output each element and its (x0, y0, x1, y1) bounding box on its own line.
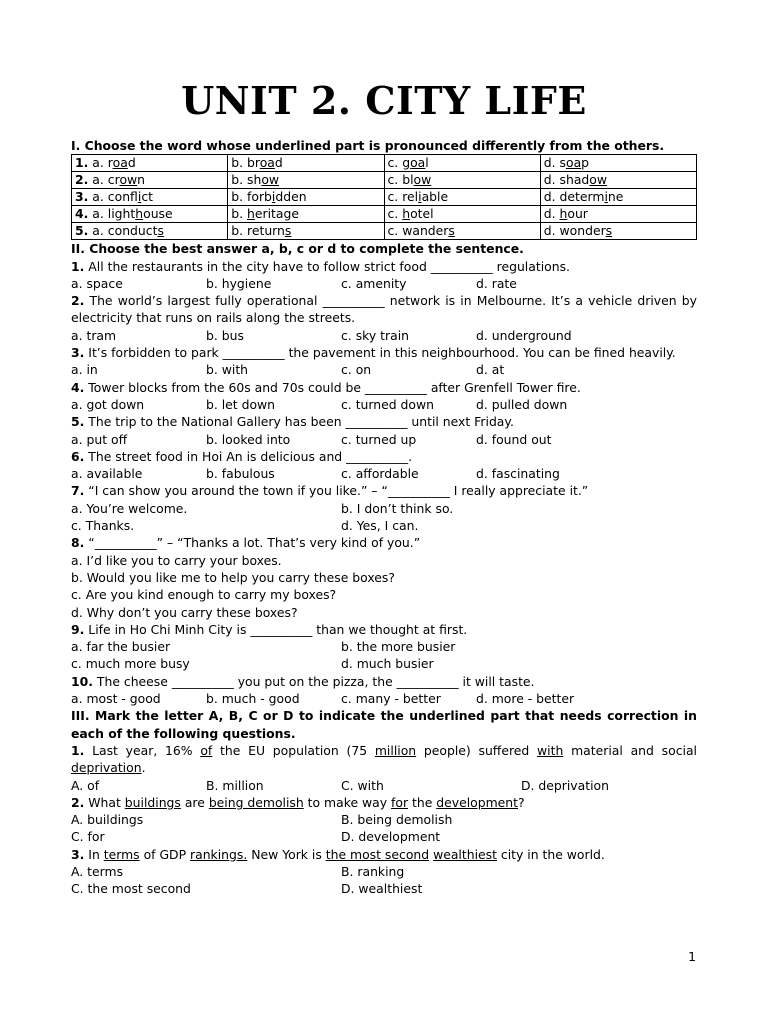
option: c. turned down (341, 396, 434, 412)
option: b. the more busier (341, 639, 456, 655)
option: a. I’d like you to carry your boxes. (71, 552, 282, 568)
underlined-part: being demolish (208, 794, 304, 810)
options-2-7-ab (71, 500, 697, 517)
options-2-7-cd (71, 517, 697, 534)
pronunciation-row (72, 155, 697, 172)
underlined-part: h (135, 206, 144, 222)
option: A. of (71, 777, 100, 793)
pronunciation-row (72, 189, 697, 206)
pronunciation-option: c. wanders (384, 223, 540, 240)
option: a. most - good (71, 691, 161, 707)
pronunciation-option: 5. a. conducts (72, 223, 228, 240)
option: a. in (71, 362, 98, 378)
question-2-5: 5. The trip to the National Gallery has been __________ until next Friday. (71, 414, 514, 430)
option: d. found out (476, 431, 552, 447)
options-2-6 (71, 465, 697, 482)
option: c. turned up (341, 431, 417, 447)
option: B. million (206, 777, 264, 793)
underlined-part: i (418, 189, 422, 205)
option: b. hygiene (206, 275, 272, 291)
option: d. pulled down (476, 396, 568, 412)
option: b. let down (206, 396, 276, 412)
options-2-3 (71, 361, 697, 378)
option: c. Thanks. (71, 518, 135, 534)
underlined-part: of (200, 742, 213, 758)
option: d. Yes, I can. (341, 518, 419, 534)
pronunciation-option: d. determine (540, 189, 696, 206)
option: D. deprivation (521, 777, 609, 793)
option: d. underground (476, 327, 572, 343)
underlined-part: oa (112, 155, 128, 171)
options-3-2-cd (71, 828, 697, 845)
underlined-part: i (271, 189, 276, 205)
underlined-part: million (374, 742, 417, 758)
option: d. at (476, 362, 505, 378)
underlined-part: i (137, 189, 142, 205)
option: d. Why don’t you carry these boxes? (71, 604, 298, 620)
option: c. Are you kind enough to carry my boxes? (71, 587, 337, 603)
worksheet-content (71, 137, 697, 898)
option: d. much busier (341, 656, 434, 672)
section-3-heading: III. Mark the letter A, B, C or D to indicate the underlined part that needs correction in each of the following questions. (71, 708, 697, 741)
option: d. fascinating (476, 466, 560, 482)
section-2-heading: II. Choose the best answer a, b, c or d to complete the sentence. (71, 241, 524, 257)
question-3-3: 3. In terms of GDP rankings. New York is the most second wealthiest city in the world. (71, 846, 605, 862)
underlined-part: for (391, 794, 409, 810)
option: d. rate (476, 275, 517, 291)
options-3-3-ab (71, 863, 697, 880)
pronunciation-option: d. wonders (540, 223, 696, 240)
question-2-1: 1. All the restaurants in the city have to follow strict food __________ regulations. (71, 258, 570, 274)
underlined-part: h (402, 206, 411, 222)
option: c. sky train (341, 327, 409, 343)
option: b. fabulous (206, 466, 275, 482)
options-2-1 (71, 275, 697, 292)
underlined-part: with (537, 742, 564, 758)
pronunciation-option: b. broad (228, 155, 384, 172)
option: d. more - better (476, 691, 575, 707)
question-3-2: 2. What buildings are being demolish to make way for the development? (71, 794, 525, 810)
question-2-2: 2. The world’s largest fully operational __________ network is in Melbourne. It’s a vehicle driven by electricity that runs on rails along the streets. (71, 293, 697, 326)
pronunciation-option: c. blow (384, 172, 540, 189)
option: A. terms (71, 863, 124, 879)
option: C. for (71, 829, 105, 845)
underlined-part: deprivation (71, 760, 142, 776)
options-2-9-ab (71, 638, 697, 655)
question-2-4: 4. Tower blocks from the 60s and 70s could be __________ after Grenfell Tower fire. (71, 379, 581, 395)
option: c. many - better (341, 691, 441, 707)
option: b. much - good (206, 691, 300, 707)
underlined-part: terms (103, 846, 140, 862)
options-3-3-cd (71, 880, 697, 897)
underlined-part: s (448, 223, 455, 239)
option: a. got down (71, 396, 145, 412)
pronunciation-option: b. returns (228, 223, 384, 240)
underlined-part: ow (589, 172, 608, 188)
underlined-part: i (604, 189, 608, 205)
underlined-part: ow (119, 172, 138, 188)
option: D. development (341, 829, 441, 845)
options-2-4 (71, 396, 697, 413)
option: a. tram (71, 327, 117, 343)
option: A. buildings (71, 812, 144, 828)
pronunciation-option: d. hour (540, 206, 696, 223)
pronunciation-option: b. forbidden (228, 189, 384, 206)
option: b. bus (206, 327, 244, 343)
underlined-part: h (559, 206, 568, 222)
option: c. much more busy (71, 656, 190, 672)
pronunciation-option: 2. a. crown (72, 172, 228, 189)
pronunciation-option: c. goal (384, 155, 540, 172)
pronunciation-option: c. hotel (384, 206, 540, 223)
pronunciation-table (71, 154, 697, 240)
underlined-part: ow (261, 172, 280, 188)
option: C. the most second (71, 881, 191, 897)
options-2-2 (71, 327, 697, 344)
underlined-part: s (605, 223, 613, 239)
option: c. on (341, 362, 372, 378)
pronunciation-option: c. reliable (384, 189, 540, 206)
option: b. looked into (206, 431, 291, 447)
underlined-part: h (247, 206, 255, 222)
question-2-9: 9. Life in Ho Chi Minh City is __________ than we thought at first. (71, 621, 468, 637)
pronunciation-option: b. show (228, 172, 384, 189)
underlined-part: oa (259, 155, 275, 171)
option: a. space (71, 275, 123, 291)
pronunciation-option: d. soap (540, 155, 696, 172)
underlined-part: s (157, 223, 164, 239)
options-2-5 (71, 431, 697, 448)
option: b. Would you like me to help you carry these boxes? (71, 569, 395, 585)
options-3-2-ab (71, 811, 697, 828)
option: b. with (206, 362, 249, 378)
underlined-part: rankings. (190, 846, 248, 862)
question-2-7: 7. “I can show you around the town if you like.” – “__________ I really appreciate it.” (71, 483, 589, 499)
option: c. amenity (341, 275, 407, 291)
question-2-10: 10. The cheese __________ you put on the pizza, the __________ it will taste. (71, 673, 535, 689)
options-2-10 (71, 690, 697, 707)
underlined-part: oa (410, 155, 426, 171)
pronunciation-option: d. shadow (540, 172, 696, 189)
underlined-part: buildings (124, 794, 181, 810)
option: a. far the busier (71, 639, 171, 655)
underlined-part: s (284, 223, 292, 239)
option: B. being demolish (341, 812, 453, 828)
question-2-3: 3. It’s forbidden to park __________ the pavement in this neighbourhood. You can be fined heavily. (71, 345, 676, 361)
option: D. wealthiest (341, 881, 423, 897)
option: B. ranking (341, 863, 405, 879)
pronunciation-row (72, 223, 697, 240)
options-2-9-cd (71, 655, 697, 672)
option: a. available (71, 466, 143, 482)
option: a. put off (71, 431, 128, 447)
pronunciation-option: b. heritage (228, 206, 384, 223)
section-1-heading: I. Choose the word whose underlined part is pronounced differently from the others. (71, 138, 665, 153)
option: b. I don’t think so. (341, 500, 454, 516)
page-title: UNIT 2. CITY LIFE (181, 78, 587, 123)
underlined-part: development (436, 794, 519, 810)
underlined-part: the most second (325, 846, 430, 862)
underlined-part: oa (565, 155, 582, 171)
question-2-8: 8. “__________” – “Thanks a lot. That’s very kind of you.” (71, 535, 421, 551)
option: c. affordable (341, 466, 419, 482)
pronunciation-row (72, 172, 697, 189)
underlined-part: wealthiest (433, 846, 497, 862)
pronunciation-row (72, 206, 697, 223)
page-number: 1 (688, 949, 696, 964)
question-3-1: 1. Last year, 16% of the EU population (75 million people) suffered with material and social deprivation. (71, 742, 697, 776)
pronunciation-option: 3. a. conflict (72, 189, 228, 206)
option: a. You’re welcome. (71, 500, 188, 516)
option: C. with (341, 777, 384, 793)
underlined-part: ow (413, 172, 432, 188)
pronunciation-option: 4. a. lighthouse (72, 206, 228, 223)
pronunciation-option: 1. a. road (72, 155, 228, 172)
options-3-1 (71, 777, 697, 794)
question-2-6: 6. The street food in Hoi An is delicious and __________. (71, 448, 413, 464)
